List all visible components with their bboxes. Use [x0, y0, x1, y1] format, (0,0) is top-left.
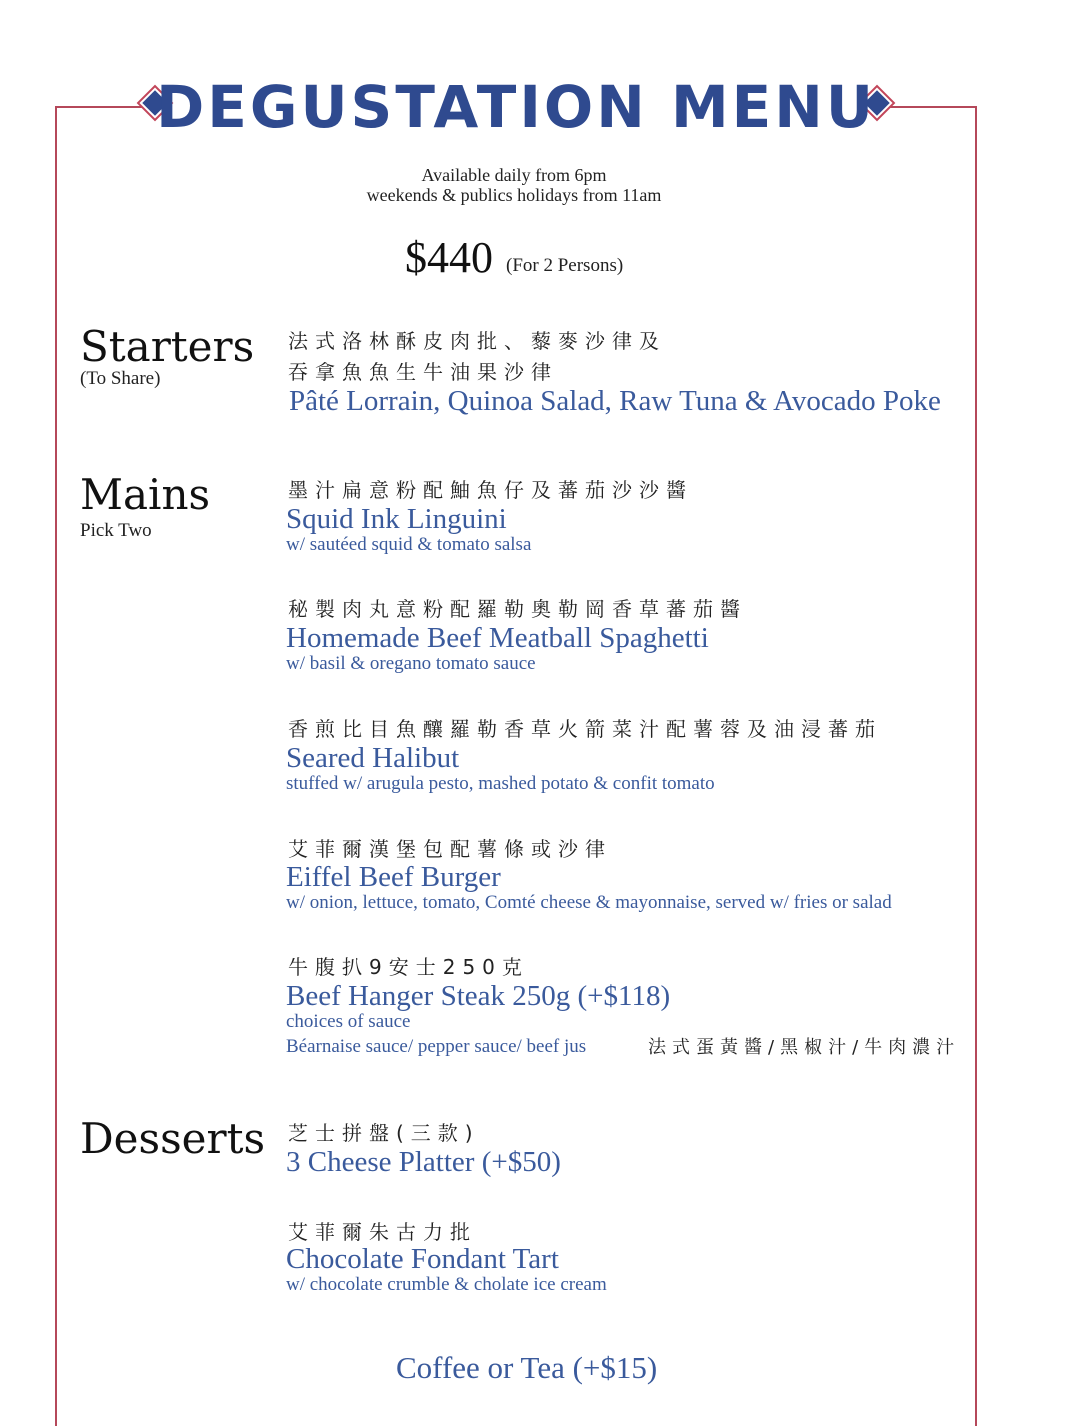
desserts-title: Desserts	[80, 1114, 266, 1163]
main-item-en: Homemade Beef Meatball Spaghetti	[286, 622, 709, 654]
main-item-sauce-cn: 法式蛋黃醬/黑椒汁/牛肉濃汁	[648, 1037, 961, 1058]
menu-frame	[55, 106, 977, 1426]
mains-title: Mains	[80, 470, 211, 519]
main-item-desc: w/ sautéed squid & tomato salsa	[286, 534, 532, 555]
mains-subtitle: Pick Two	[80, 520, 152, 541]
main-item-desc: stuffed w/ arugula pesto, mashed potato & confit tomato	[286, 773, 715, 794]
dessert-item-en: Chocolate Fondant Tart	[286, 1243, 559, 1275]
dessert-item-cn: 艾菲爾朱古力批	[288, 1220, 477, 1244]
starters-subtitle: (To Share)	[80, 368, 161, 389]
main-item-desc: w/ onion, lettuce, tomato, Comté cheese & mayonnaise, served w/ fries or salad	[286, 892, 892, 913]
main-item-desc: w/ basil & oregano tomato sauce	[286, 653, 536, 674]
main-item-cn: 墨汁扁意粉配鮋魚仔及蕃茄沙沙醬	[288, 478, 693, 502]
availability-line2: weekends & publics holidays from 11am	[366, 185, 662, 205]
starters-cn-line1: 法式洛林酥皮肉批、藜麥沙律及	[288, 329, 666, 353]
main-item-en: Eiffel Beef Burger	[286, 861, 501, 893]
dessert-item-cn: 芝士拼盤(三款)	[288, 1121, 480, 1145]
main-item-en: Squid Ink Linguini	[286, 503, 507, 535]
starters-cn-line2: 吞拿魚魚生牛油果沙律	[288, 360, 558, 384]
starters-en: Pâté Lorrain, Quinoa Salad, Raw Tuna & Avocado Poke	[289, 385, 941, 417]
dessert-item-desc: w/ chocolate crumble & cholate ice cream	[286, 1274, 607, 1295]
main-item-cn: 牛腹扒9安士250克	[288, 955, 529, 979]
price-note: (For 2 Persons)	[506, 255, 624, 276]
starters-title: Starters	[80, 322, 255, 371]
main-item-en: Beef Hanger Steak 250g (+$118)	[286, 980, 671, 1012]
main-item-cn: 艾菲爾漢堡包配薯條或沙律	[288, 837, 612, 861]
availability-line1: Available daily from 6pm	[421, 165, 607, 185]
main-item-en: Seared Halibut	[286, 742, 460, 774]
main-item-cn: 秘製肉丸意粉配羅勒奧勒岡香草蕃茄醬	[288, 597, 747, 621]
coffee-or-tea: Coffee or Tea (+$15)	[396, 1350, 658, 1385]
main-item-sauce-options: Béarnaise sauce/ pepper sauce/ beef jus	[286, 1036, 587, 1057]
menu-title: DEGUSTATION MENU	[156, 73, 876, 141]
main-item-cn: 香煎比目魚釀羅勒香草火箭菜汁配薯蓉及油浸蕃茄	[288, 717, 882, 741]
dessert-item-en: 3 Cheese Platter (+$50)	[286, 1146, 561, 1178]
availability	[0, 165, 1028, 205]
main-item-desc: choices of sauce	[286, 1011, 411, 1032]
price: $440	[405, 233, 493, 282]
